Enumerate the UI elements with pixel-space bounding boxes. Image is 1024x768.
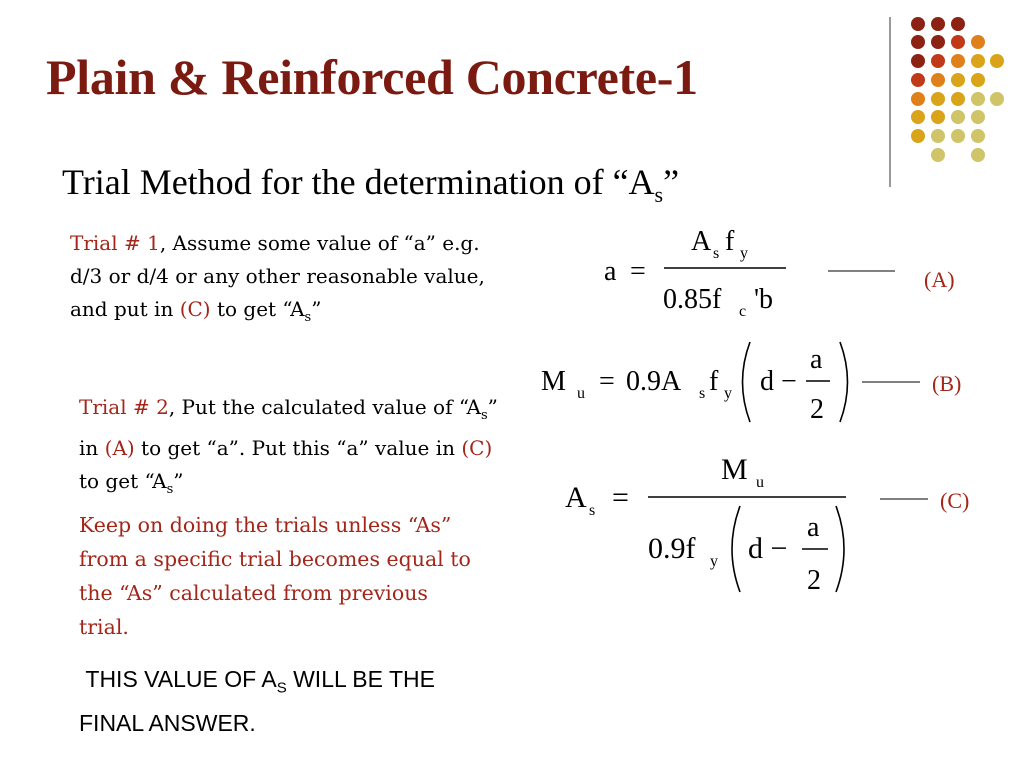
- eq-b-coef-sub: s: [699, 385, 706, 402]
- slide-title: Plain & Reinforced Concrete-1: [46, 49, 698, 105]
- subtitle-text: Trial Method for the determination of “A: [62, 162, 655, 202]
- eq-b-d-minus: d −: [760, 366, 797, 397]
- eq-a-lhs: a: [604, 256, 617, 287]
- equation-c: [565, 453, 969, 596]
- eq-c-lhs: A: [565, 481, 587, 514]
- eq-a-label: (A): [924, 267, 955, 292]
- eq-c-label: (C): [940, 488, 970, 513]
- final-text-b: WILL BE THE FINAL ANSWER.: [79, 666, 435, 736]
- eq-c-num: M: [721, 453, 748, 486]
- eq-c-d-minus: d −: [748, 532, 788, 565]
- trial-1-end: ”: [311, 297, 322, 321]
- eq-a-den-sub: c: [739, 303, 747, 320]
- trial-1-text-b: to get “A: [210, 297, 305, 321]
- eq-b-paren-left: [743, 342, 751, 422]
- eq-c-den-coef: 0.9f: [648, 532, 696, 565]
- trial-2-ref-a: (A): [104, 436, 135, 460]
- eq-b-equals: =: [599, 366, 615, 397]
- final-text-a: THIS VALUE OF A: [85, 666, 277, 692]
- eq-b-lhs-sub: u: [577, 385, 585, 402]
- eq-b-f: f: [709, 366, 719, 397]
- keep-on-paragraph: Keep on doing the trials unless “As” from a specific trial becomes equal to the “As” calculated from previous trial.: [79, 513, 471, 639]
- eq-b-f-sub: y: [724, 385, 732, 402]
- eq-c-lhs-sub: s: [589, 502, 596, 519]
- trial-2-subscript-2: s: [166, 482, 174, 497]
- equation-b: [541, 342, 961, 425]
- eq-c-equals: =: [612, 481, 629, 514]
- eq-b-paren-right: [840, 342, 848, 422]
- eq-a-equals: =: [630, 256, 646, 287]
- trial-2-end: ”: [173, 469, 184, 493]
- trial-2-ref-c: (C): [461, 436, 493, 460]
- subtitle-end: ”: [663, 162, 680, 202]
- eq-a-num-main: A: [691, 226, 712, 257]
- eq-c-paren-right: [836, 506, 844, 592]
- subtitle-subscript: s: [654, 182, 664, 208]
- trial-2-subscript-1: s: [480, 408, 488, 423]
- eq-c-den-sub: y: [710, 553, 718, 570]
- eq-a-den-b: 'b: [754, 284, 774, 315]
- equation-a: [604, 226, 955, 320]
- eq-b-label: (B): [932, 371, 962, 396]
- eq-c-paren-left: [732, 506, 740, 592]
- eq-a-num-f: f: [725, 226, 735, 257]
- eq-c-num-sub: u: [756, 474, 764, 491]
- eq-a-num-sub1: s: [713, 245, 720, 262]
- eq-b-frac-den: 2: [810, 394, 824, 425]
- trial-2-text-b: ” in: [79, 395, 498, 460]
- trial-1-subscript: s: [304, 310, 312, 325]
- eq-b-lhs: M: [541, 366, 566, 397]
- trial-1-text: , Assume some value of “a” e.g. d/3 or d/4 or any other reasonable value, and put in: [70, 231, 485, 321]
- eq-a-num-sub2: y: [740, 245, 748, 262]
- trial-1-label: Trial # 1: [70, 231, 160, 255]
- eq-c-frac-num: a: [807, 512, 820, 543]
- trial-1-ref-c: (C): [179, 297, 211, 321]
- eq-a-den-a: 0.85f: [663, 284, 722, 315]
- eq-b-coef: 0.9A: [626, 366, 682, 397]
- trial-2-text-a: , Put the calculated value of “A: [168, 395, 481, 419]
- final-subscript: S: [276, 679, 287, 697]
- eq-b-frac-num: a: [810, 344, 823, 375]
- eq-c-frac-den: 2: [807, 565, 821, 596]
- trial-2-text-c: to get “a”. Put this “a” value in: [134, 436, 462, 460]
- trial-2-text-d: to get “A: [79, 469, 167, 493]
- trial-2-label: Trial # 2: [79, 395, 169, 419]
